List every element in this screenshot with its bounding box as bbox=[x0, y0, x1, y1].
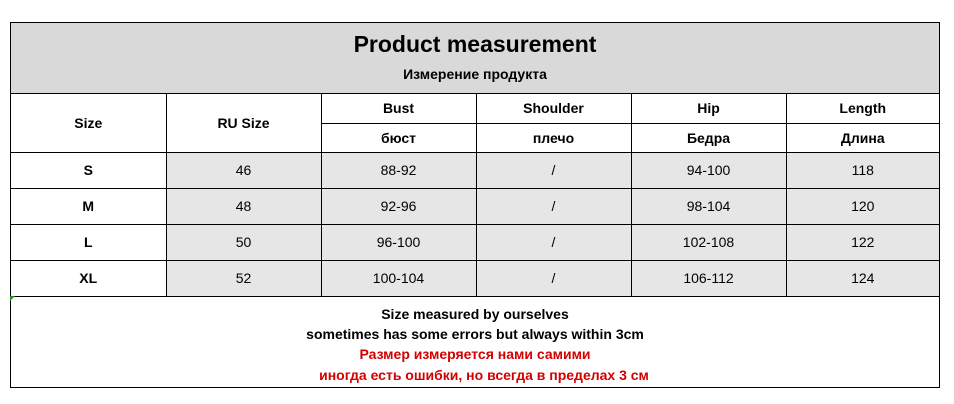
header-ru-size: RU Size bbox=[166, 94, 321, 152]
note-line-2: sometimes has some errors but always within 3cm bbox=[306, 326, 644, 342]
header-bust-ru: бюст bbox=[321, 123, 476, 152]
cell-hip: 94-100 bbox=[631, 152, 786, 188]
cell-shoulder: / bbox=[476, 152, 631, 188]
table-row bbox=[11, 260, 939, 296]
chart-subtitle: Измерение продукта bbox=[403, 66, 547, 82]
cell-length: 122 bbox=[786, 224, 939, 260]
cell-ru-size: 50 bbox=[166, 224, 321, 260]
cell-ru-size: 46 bbox=[166, 152, 321, 188]
table-row bbox=[11, 224, 939, 260]
cell-shoulder: / bbox=[476, 188, 631, 224]
cell-ru-size: 48 bbox=[166, 188, 321, 224]
header-length: Length bbox=[786, 94, 939, 123]
cell-length: 120 bbox=[786, 188, 939, 224]
header-hip-ru: Бедра bbox=[631, 123, 786, 152]
header-shoulder: Shoulder bbox=[476, 94, 631, 123]
note-line-4-ru: иногда есть ошибки, но всегда в пределах 3 см bbox=[319, 367, 649, 383]
header-bust: Bust bbox=[321, 94, 476, 123]
cell-bust: 100-104 bbox=[321, 260, 476, 296]
cell-bust: 96-100 bbox=[321, 224, 476, 260]
note-line-1: Size measured by ourselves bbox=[381, 306, 569, 322]
cell-hip: 106-112 bbox=[631, 260, 786, 296]
cell-size: M bbox=[11, 188, 166, 224]
table-row bbox=[11, 188, 939, 224]
cell-ru-size: 52 bbox=[166, 260, 321, 296]
measurement-note bbox=[11, 296, 939, 387]
cell-comment-marker bbox=[10, 296, 15, 301]
note-line-3-ru: Размер измеряется нами самими bbox=[359, 346, 591, 362]
cell-bust: 92-96 bbox=[321, 188, 476, 224]
header-hip: Hip bbox=[631, 94, 786, 123]
cell-size: L bbox=[11, 224, 166, 260]
cell-shoulder: / bbox=[476, 260, 631, 296]
size-table bbox=[11, 94, 939, 297]
header-length-ru: Длина bbox=[786, 123, 939, 152]
header-size: Size bbox=[11, 94, 166, 152]
chart-title: Product measurement bbox=[353, 31, 597, 57]
cell-hip: 102-108 bbox=[631, 224, 786, 260]
cell-size: S bbox=[11, 152, 166, 188]
size-chart bbox=[10, 22, 940, 388]
cell-size: XL bbox=[11, 260, 166, 296]
cell-bust: 88-92 bbox=[321, 152, 476, 188]
cell-shoulder: / bbox=[476, 224, 631, 260]
cell-hip: 98-104 bbox=[631, 188, 786, 224]
title-block bbox=[11, 23, 939, 94]
table-row bbox=[11, 152, 939, 188]
header-shoulder-ru: плечо bbox=[476, 123, 631, 152]
cell-length: 118 bbox=[786, 152, 939, 188]
header-row bbox=[11, 94, 939, 123]
cell-length: 124 bbox=[786, 260, 939, 296]
